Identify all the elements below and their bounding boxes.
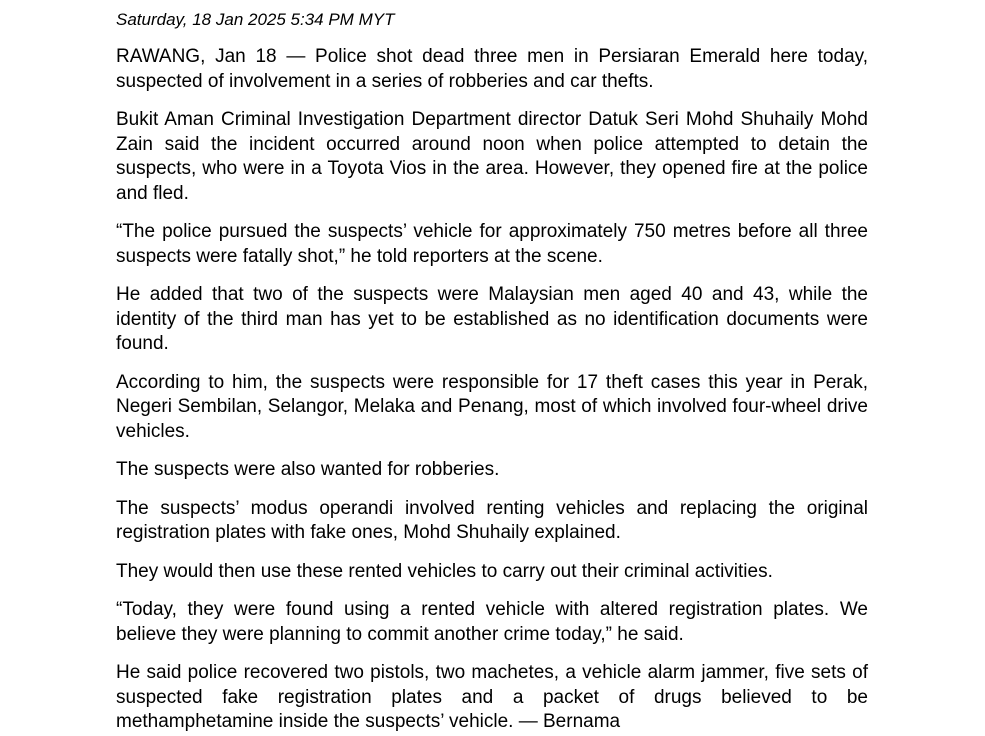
- article-paragraph: He said police recovered two pistols, two machetes, a vehicle alarm jammer, five sets of suspected fake registration plates and a packet of drugs believed to be methamphetamine inside the suspects’ vehicle. — Bernama: [116, 662, 868, 732]
- article-paragraph: “The police pursued the suspects’ vehicle for approximately 750 metres before all three suspects were fatally shot,” he told reporters at the scene.: [116, 221, 868, 267]
- article-paragraph: RAWANG, Jan 18 — Police shot dead three men in Persiaran Emerald here today, suspected of involvement in a series of robberies and car thefts.: [116, 46, 868, 92]
- article-body: [116, 0, 868, 735]
- article-paragraph: “Today, they were found using a rented vehicle with altered registration plates. We believe they were planning to commit another crime today,” he said.: [116, 599, 868, 645]
- article-paragraph: According to him, the suspects were responsible for 17 theft cases this year in Perak, Negeri Sembilan, Selangor, Melaka and Penang, most of which involved four-wheel drive vehicles.: [116, 371, 868, 442]
- article-paragraph: The suspects’ modus operandi involved renting vehicles and replacing the original registration plates with fake ones, Mohd Shuhaily explained.: [116, 497, 868, 543]
- article-paragraph: They would then use these rented vehicles to carry out their criminal activities.: [116, 560, 773, 582]
- article-paragraph: He added that two of the suspects were Malaysian men aged 40 and 43, while the identity of the third man has yet to be established as no identification documents were found.: [116, 284, 868, 354]
- article-timestamp: Saturday, 18 Jan 2025 5:34 PM MYT: [116, 10, 395, 29]
- article-paragraph: Bukit Aman Criminal Investigation Department director Datuk Seri Mohd Shuhaily Mohd Zain said the incident occurred around noon when police attempted to detain the suspects, who were in a Toyota Vios in the area. However, they opened fire at the police and fled.: [116, 109, 868, 204]
- article-paragraph: The suspects were also wanted for robberies.: [116, 459, 500, 480]
